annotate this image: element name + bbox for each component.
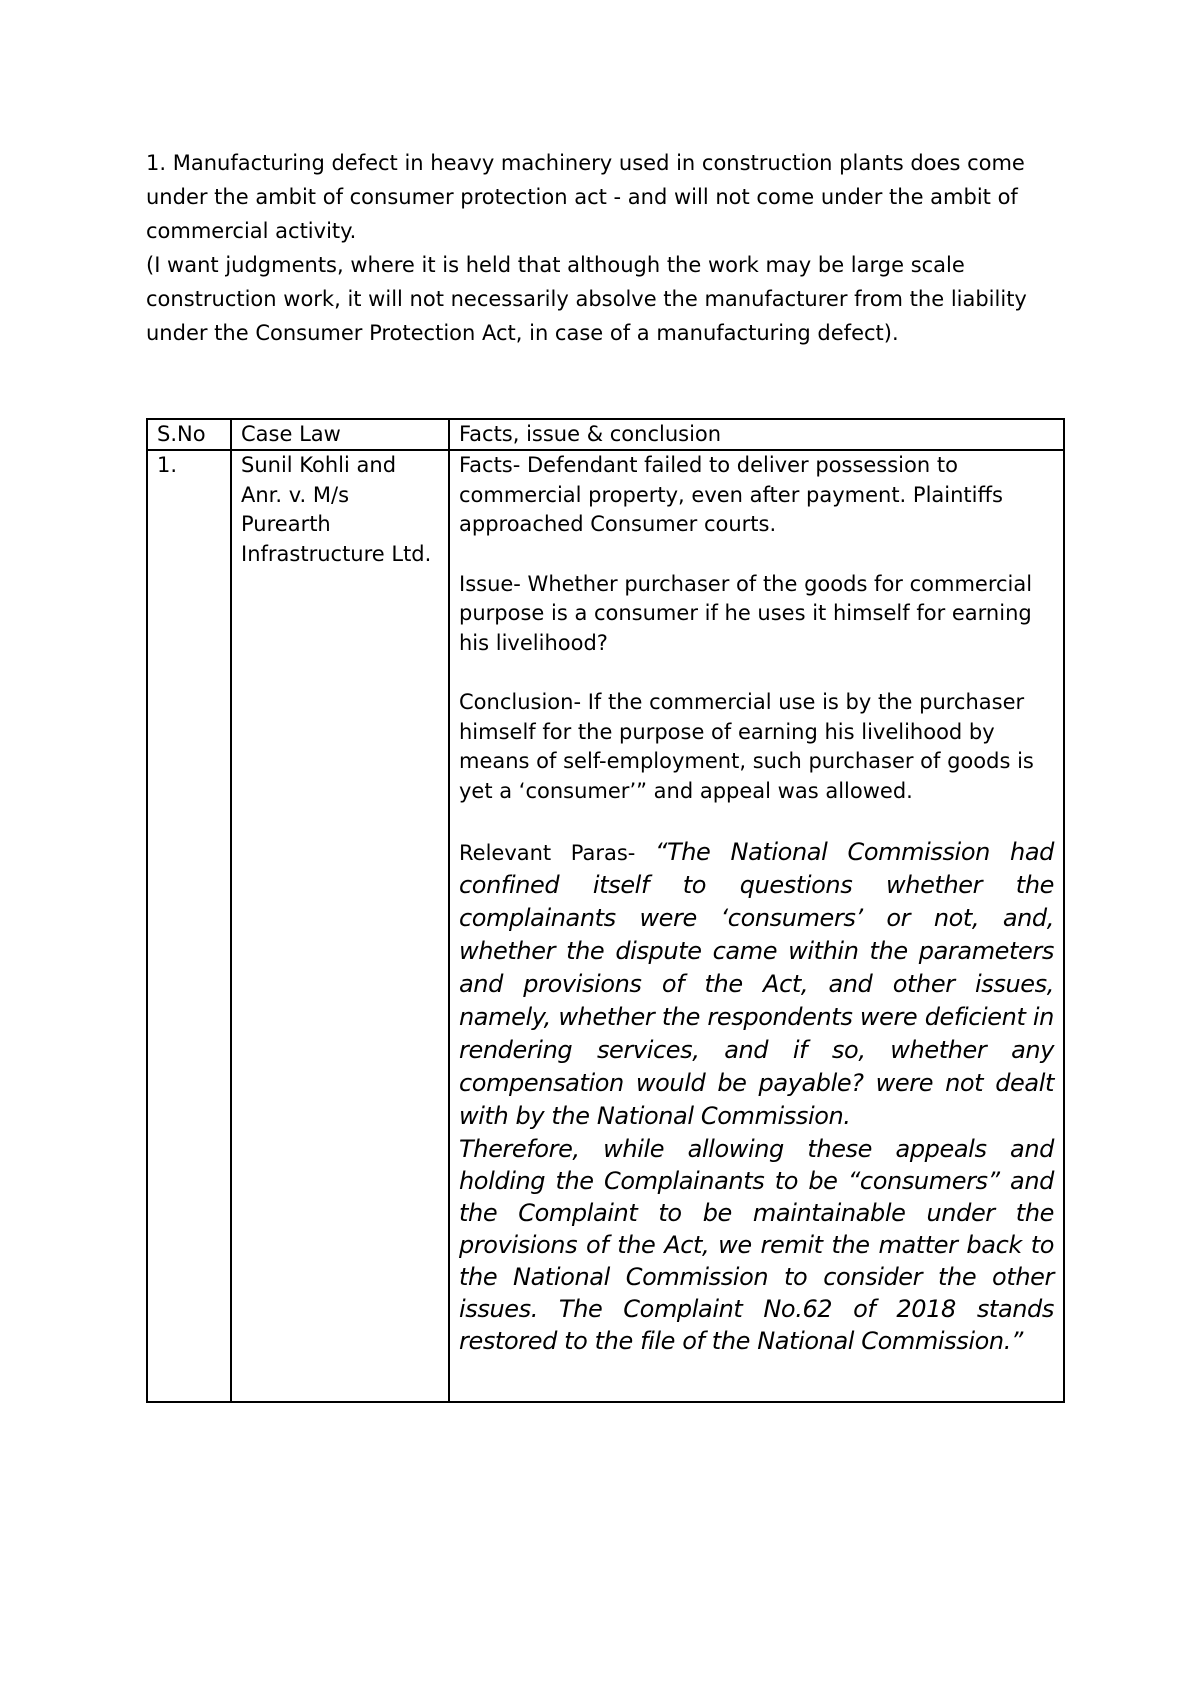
header-case-law: Case Law (231, 419, 449, 450)
relevant-paras (459, 836, 1054, 1133)
relevant-paras-label: Relevant Paras- (459, 841, 655, 865)
case-law-table (146, 418, 1065, 1403)
relevant-quote-2: Therefore, while allowing these appeals and holding the Complainants to be “consumers” and the Complaint to be maintainable under the provisions of the Act, we remit the matter back to the National Commission to consider the other issues. The Complaint No.62 of 2018 stands restored to the file of the National Commission.” (459, 1135, 1054, 1355)
relevant-quote-1: “The National Commission had confined itself to questions whether the complainants were ‘consumers’ or not, and, whether the dispute came within the parameters and provisions of the Act, and other issues, namely, whether the respondents were deficient in rendering services, and if so, whether any compensation would be payable? were not dealt with by the National Commission. (459, 838, 1055, 1130)
query-section (146, 146, 1066, 350)
table-row (147, 450, 1064, 1402)
issue-text: Issue- Whether purchaser of the goods for commercial purpose is a consumer if he uses it himself for earning his livelihood? (459, 571, 1033, 655)
header-sno: S.No (147, 419, 231, 450)
cell-facts-issue-conclusion (449, 450, 1064, 1402)
query-clarification: (I want judgments, where it is held that although the work may be large scale construction work, it will not necessarily absolve the manufacturer from the liability under the Consumer Protection Act, in case of a manufacturing defect). (146, 253, 1027, 345)
facts-text: Facts- Defendant failed to deliver possession to commercial property, even after payment. Plaintiffs approached Consumer courts. (459, 453, 1003, 536)
header-facts: Facts, issue & conclusion (449, 419, 1064, 450)
table-header-row (147, 419, 1064, 450)
query-paragraph: 1. Manufacturing defect in heavy machinery used in construction plants does come under the ambit of consumer protection act - and will not come under the ambit of commercial activity. (146, 151, 1025, 243)
cell-sno: 1. (147, 450, 231, 1402)
conclusion-text: Conclusion- If the commercial use is by the purchaser himself for the purpose of earning his livelihood by means of self-employment, such purchaser of goods is yet a ‘consumer’” and appeal was allowed. (459, 690, 1034, 803)
cell-case-law: Sunil Kohli and Anr. v. M/s Purearth Infrastructure Ltd. (231, 450, 449, 1402)
